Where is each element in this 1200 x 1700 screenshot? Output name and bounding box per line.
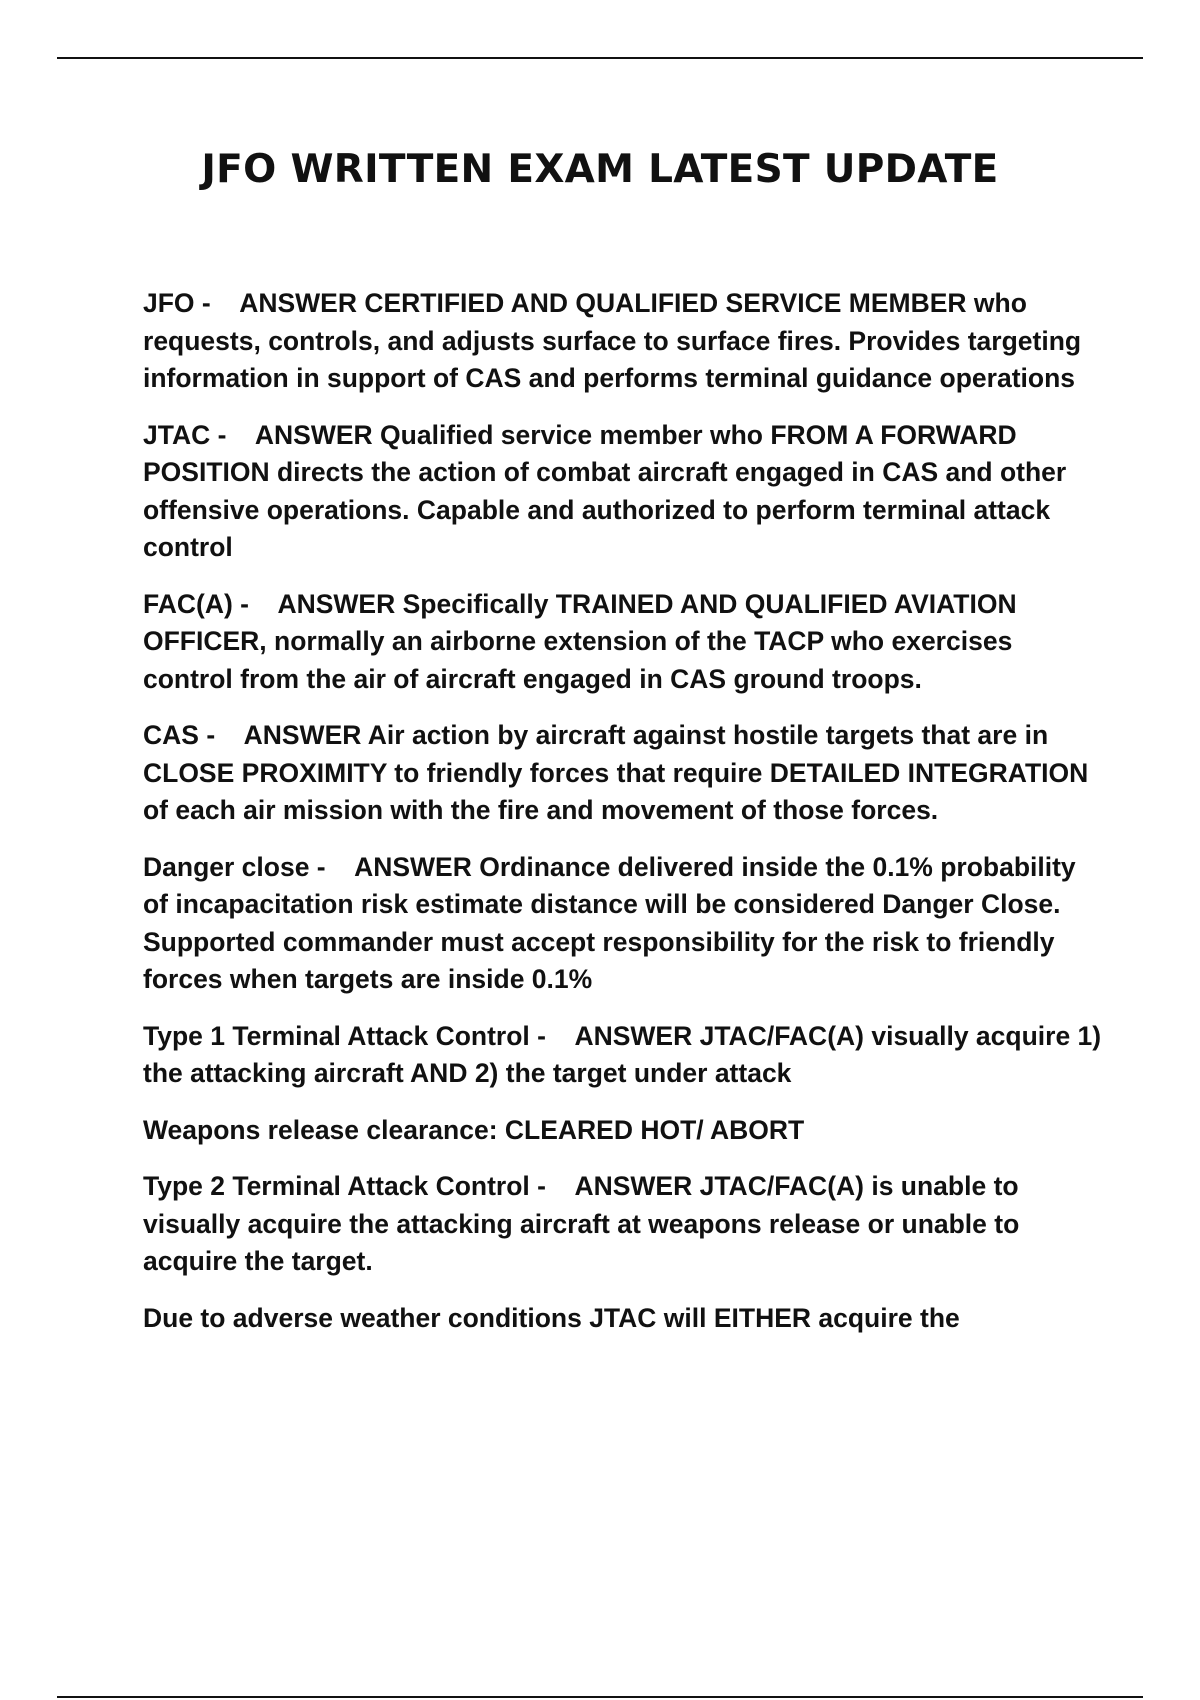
entry-term: Type 1 Terminal Attack Control - bbox=[143, 1020, 546, 1051]
entry-answer-label: ANSWER bbox=[254, 419, 373, 450]
entry-answer-label: ANSWER bbox=[239, 288, 357, 318]
entry-definition: Qualified service member who FROM A FORWARD POSITION directs the action of combat aircraft engaged in CAS and other offensive operations. Capable and authorized to perform terminal attack control bbox=[143, 419, 1067, 562]
entry-definition: Air action by aircraft against hostile targets that are in CLOSE PROXIMITY to friendly forces that require DETAILED INTEGRATION of each air mission with the fire and movement of those forces. bbox=[143, 720, 1089, 825]
entry-jtac bbox=[143, 417, 1103, 567]
entry-type1-control bbox=[143, 1018, 1103, 1093]
entry-definition: CERTIFIED AND QUALIFIED SERVICE MEMBER who requests, controls, and adjusts surface to surface fires. Provides targeting information in support of CAS and performs terminal guidance operations bbox=[143, 288, 1082, 393]
entry-answer-label: ANSWER bbox=[574, 1171, 693, 1201]
bottom-rule bbox=[57, 1696, 1143, 1698]
entry-answer-label: ANSWER bbox=[243, 720, 362, 750]
entry-jfo bbox=[143, 285, 1103, 398]
document-body bbox=[143, 285, 1103, 1356]
entry-answer-label: ANSWER bbox=[574, 1020, 693, 1051]
weapons-release-note: Weapons release clearance: CLEARED HOT/ ABORT bbox=[143, 1114, 805, 1145]
entry-term: JFO - bbox=[143, 288, 211, 318]
entry-term: Type 2 Terminal Attack Control - bbox=[143, 1171, 546, 1201]
document-title: JFO WRITTEN EXAM LATEST UPDATE bbox=[201, 147, 999, 192]
entry-answer-label: ANSWER bbox=[354, 851, 472, 882]
entry-definition: Ordinance delivered inside the 0.1% probability of incapacitation risk estimate distance will be considered Danger Close. Supported commander must accept responsibility for the risk to friendly forces when targets are inside 0.1% bbox=[143, 851, 1076, 994]
entry-definition: JTAC/FAC(A) is unable to visually acquire the attacking aircraft at weapons release or unable to acquire the target. bbox=[143, 1171, 1020, 1276]
entry-term: Danger close - bbox=[143, 851, 326, 882]
adverse-weather-note: Due to adverse weather conditions JTAC will EITHER acquire the bbox=[143, 1302, 960, 1333]
entry-type2-control bbox=[143, 1168, 1103, 1281]
entry-term: JTAC - bbox=[143, 419, 227, 450]
entry-term: FAC(A) - bbox=[143, 588, 249, 619]
entry-answer-label: ANSWER bbox=[277, 588, 396, 619]
entry-faca bbox=[143, 586, 1103, 699]
entry-danger-close bbox=[143, 849, 1103, 999]
entry-definition: JTAC/FAC(A) visually acquire 1) the attacking aircraft AND 2) the target under attack bbox=[143, 1020, 1102, 1088]
entry-cas bbox=[143, 717, 1103, 830]
top-rule bbox=[57, 57, 1143, 59]
entry-definition: Specifically TRAINED AND QUALIFIED AVIATION OFFICER, normally an airborne extension of the TACP who exercises control from the air of aircraft engaged in CAS ground troops. bbox=[143, 588, 1017, 694]
entry-term: CAS - bbox=[143, 720, 216, 750]
